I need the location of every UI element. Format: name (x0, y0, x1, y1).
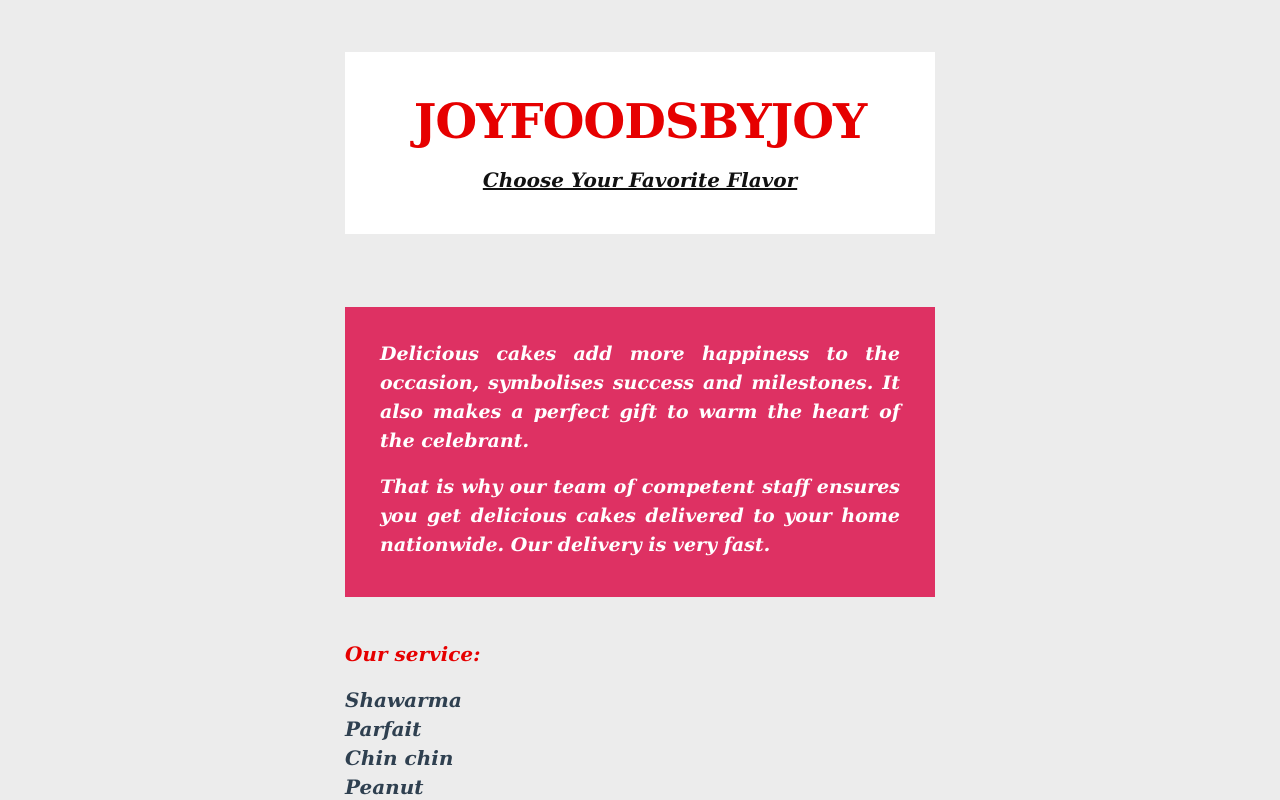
main-container (345, 52, 935, 800)
services-heading: Our service: (345, 642, 481, 666)
service-item: Peanut (345, 775, 424, 799)
header-card (345, 52, 935, 234)
promo-paragraph: Delicious cakes add more happiness to the occasion, symbolises success and milestones. It also makes a perfect gift to warm the heart of the celebrant. (380, 343, 900, 452)
promo-paragraph: That is why our team of competent staff ensures you get delicious cakes delivered to your home nationwide. Our delivery is very fast. (380, 476, 900, 556)
site-title: JOYFOODSBYJOY (413, 94, 867, 150)
promo-card (345, 307, 935, 597)
site-subtitle: Choose Your Favorite Flavor (482, 168, 798, 192)
services-list (345, 686, 935, 800)
service-item: Parfait (345, 717, 422, 741)
service-item: Chin chin (345, 746, 454, 770)
service-item: Shawarma (345, 688, 462, 712)
